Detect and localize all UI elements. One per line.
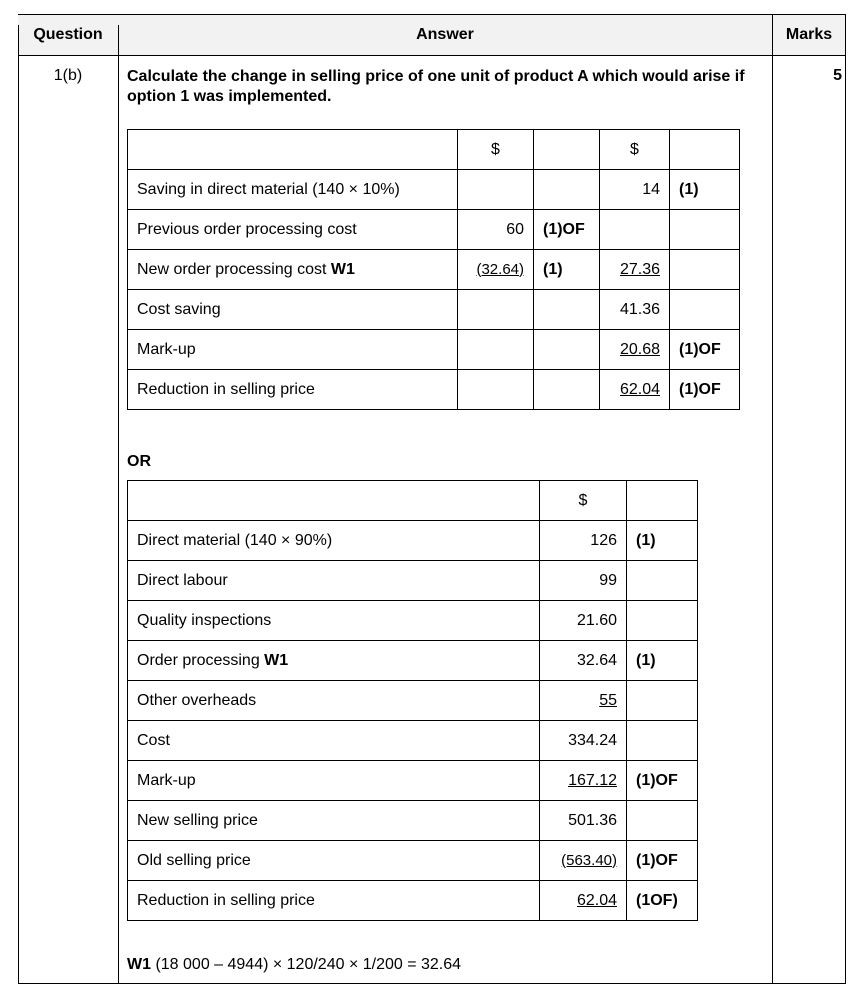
table-row (128, 641, 698, 681)
row-label: Mark-up (128, 330, 458, 370)
row-value (540, 761, 627, 801)
row-label: Other overheads (128, 681, 540, 721)
mark-scheme-table (18, 14, 846, 984)
row-mark: (1OF) (627, 881, 698, 921)
header-question: Question (33, 26, 103, 43)
row-label-text: New order processing cost (137, 260, 331, 278)
marks-value: 5 (833, 67, 842, 84)
row-label: Old selling price (128, 841, 540, 881)
row-label (128, 250, 458, 290)
method2-table (127, 480, 698, 921)
col1-mark: (1) (534, 250, 600, 290)
col2-value (600, 210, 670, 250)
table-row (128, 170, 740, 210)
row-label-text: Order processing (137, 651, 265, 669)
table-row (128, 370, 740, 410)
row-mark (627, 801, 698, 841)
row-value (540, 681, 627, 721)
row-label: Previous order processing cost (128, 210, 458, 250)
row-value: 334.24 (540, 721, 627, 761)
row-label: Cost (128, 721, 540, 761)
or-label: OR (127, 453, 151, 470)
col2-value (600, 370, 670, 410)
row-mark (627, 721, 698, 761)
row-value (540, 881, 627, 921)
row-label: Mark-up (128, 761, 540, 801)
row-mark: (1)OF (627, 761, 698, 801)
table-header-row (128, 130, 740, 170)
row-value: 126 (540, 521, 627, 561)
col1-value (458, 370, 534, 410)
row-label: Quality inspections (128, 601, 540, 641)
col1-value-text: (32.64) (476, 260, 524, 278)
row-value-text: 55 (599, 691, 617, 709)
col2-value-text: 62.04 (619, 380, 660, 398)
col2-mark (670, 250, 740, 290)
col2-value (600, 330, 670, 370)
row-mark: (1) (627, 521, 698, 561)
working-note (127, 956, 461, 974)
question-prompt: Calculate the change in selling price of one unit of product A which would arise if option 1 was implemented. (127, 68, 745, 105)
col1-value: 60 (458, 210, 534, 250)
col1-mark (534, 170, 600, 210)
currency-header: $ (540, 481, 627, 521)
row-value: 32.64 (540, 641, 627, 681)
table-border (18, 56, 19, 983)
table-row (128, 210, 740, 250)
table-row (128, 761, 698, 801)
table-row (128, 801, 698, 841)
working-label: W1 (127, 956, 151, 973)
method1-table (127, 129, 740, 410)
table-header-row (128, 481, 698, 521)
table-row (128, 330, 740, 370)
working-formula: (18 000 – 4944) × 120/240 × 1/200 = 32.64 (151, 956, 462, 973)
row-mark (627, 601, 698, 641)
row-value: 21.60 (540, 601, 627, 641)
col2-value-text: 20.68 (619, 340, 660, 358)
row-label: Direct material (140 × 90%) (128, 521, 540, 561)
row-label (128, 641, 540, 681)
col2-value-text: 27.36 (619, 260, 660, 278)
col2-mark: (1)OF (670, 370, 740, 410)
working-reference: W1 (330, 260, 355, 278)
column-divider (772, 15, 773, 983)
col2-value: 41.36 (600, 290, 670, 330)
row-label: Saving in direct material (140 × 10%) (128, 170, 458, 210)
table-row (128, 521, 698, 561)
table-row (128, 250, 740, 290)
row-value-text: 167.12 (568, 771, 617, 789)
row-mark (627, 681, 698, 721)
working-reference: W1 (264, 651, 289, 669)
col1-value (458, 170, 534, 210)
row-label: Cost saving (128, 290, 458, 330)
col1-mark: (1)OF (534, 210, 600, 250)
table-row (128, 290, 740, 330)
table-row (128, 881, 698, 921)
col2-mark (670, 290, 740, 330)
col1-mark (534, 290, 600, 330)
question-number: 1(b) (53, 67, 83, 84)
col1-value (458, 330, 534, 370)
col2-value (600, 250, 670, 290)
header-marks: Marks (785, 26, 833, 43)
table-row (128, 841, 698, 881)
row-value-text: (563.40) (561, 851, 617, 869)
col1-mark (534, 370, 600, 410)
col1-value (458, 250, 534, 290)
col1-mark (534, 330, 600, 370)
col2-mark: (1) (670, 170, 740, 210)
row-label: Reduction in selling price (128, 370, 458, 410)
row-value: 501.36 (540, 801, 627, 841)
row-mark: (1) (627, 641, 698, 681)
table-row (128, 721, 698, 761)
currency-header: $ (458, 130, 534, 170)
col2-mark (670, 210, 740, 250)
currency-header: $ (600, 130, 670, 170)
row-mark (627, 561, 698, 601)
column-divider (118, 25, 119, 983)
row-label: Reduction in selling price (128, 881, 540, 921)
table-row (128, 601, 698, 641)
table-row (128, 681, 698, 721)
row-label: Direct labour (128, 561, 540, 601)
col1-value (458, 290, 534, 330)
row-value-text: 62.04 (576, 891, 617, 909)
header-answer: Answer (416, 26, 474, 43)
row-value (540, 841, 627, 881)
row-value: 99 (540, 561, 627, 601)
row-mark: (1)OF (627, 841, 698, 881)
row-label: New selling price (128, 801, 540, 841)
table-row (128, 561, 698, 601)
col2-mark: (1)OF (670, 330, 740, 370)
col2-value: 14 (600, 170, 670, 210)
